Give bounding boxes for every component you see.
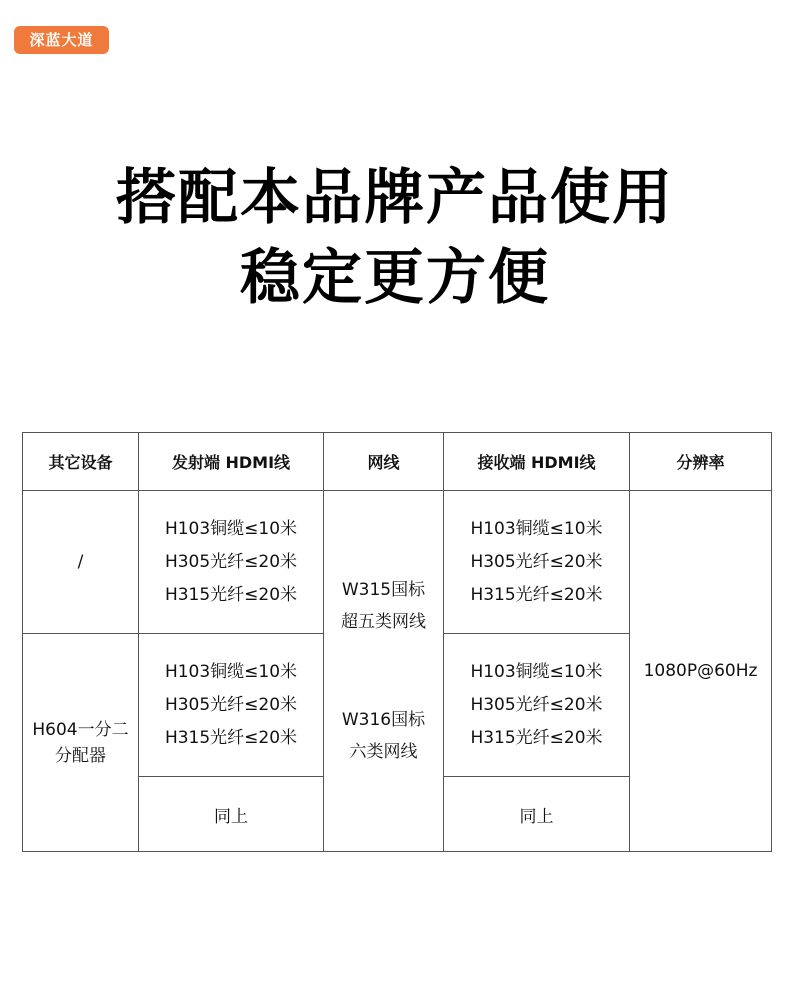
other-device-label-line2: 分配器 bbox=[55, 745, 106, 766]
receiver-cable-cell bbox=[444, 491, 630, 634]
transmitter-same-cell: 同上 bbox=[139, 777, 324, 852]
cable-option: H305光纤≤20米 bbox=[164, 694, 298, 715]
cable-option: H315光纤≤20米 bbox=[470, 727, 603, 748]
compatibility-table bbox=[22, 432, 772, 852]
header-resolution: 分辨率 bbox=[630, 433, 772, 491]
receiver-cable-cell bbox=[444, 634, 630, 777]
network-cable-name: W316国标 bbox=[341, 710, 426, 730]
cable-option: H103铜缆≤10米 bbox=[470, 518, 603, 539]
cable-option: H103铜缆≤10米 bbox=[164, 661, 298, 682]
header-network-cable: 网线 bbox=[324, 433, 444, 491]
headline-line-2: 稳定更方便 bbox=[240, 243, 550, 313]
network-cable-name: W315国标 bbox=[341, 580, 426, 600]
cable-option: H315光纤≤20米 bbox=[164, 727, 298, 748]
resolution-cell: 1080P@60Hz bbox=[630, 491, 772, 852]
cable-option: H315光纤≤20米 bbox=[164, 584, 298, 605]
other-device-cell: / bbox=[23, 491, 139, 634]
other-device-label: H604一分二 bbox=[32, 719, 129, 740]
receiver-same-cell: 同上 bbox=[444, 777, 630, 852]
transmitter-cable-cell bbox=[139, 491, 324, 634]
network-cable-cell bbox=[324, 491, 444, 852]
network-cable-type: 六类网线 bbox=[349, 742, 418, 762]
other-device-cell bbox=[23, 634, 139, 852]
cable-option: H305光纤≤20米 bbox=[470, 551, 603, 572]
table-header-row bbox=[23, 433, 772, 491]
header-receiver-cable: 接收端 HDMI线 bbox=[444, 433, 630, 491]
cable-option: H103铜缆≤10米 bbox=[470, 661, 603, 682]
brand-logo: 深蓝大道 bbox=[14, 26, 109, 54]
header-other-device: 其它设备 bbox=[23, 433, 139, 491]
headline-line-1: 搭配本品牌产品使用 bbox=[116, 163, 674, 233]
transmitter-cable-cell bbox=[139, 634, 324, 777]
cable-option: H103铜缆≤10米 bbox=[164, 518, 298, 539]
cable-option: H315光纤≤20米 bbox=[470, 584, 603, 605]
cable-option: H305光纤≤20米 bbox=[164, 551, 298, 572]
cable-option: H305光纤≤20米 bbox=[470, 694, 603, 715]
header-transmitter-cable: 发射端 HDMI线 bbox=[139, 433, 324, 491]
table-row bbox=[23, 491, 772, 634]
network-cable-type: 超五类网线 bbox=[341, 612, 426, 632]
